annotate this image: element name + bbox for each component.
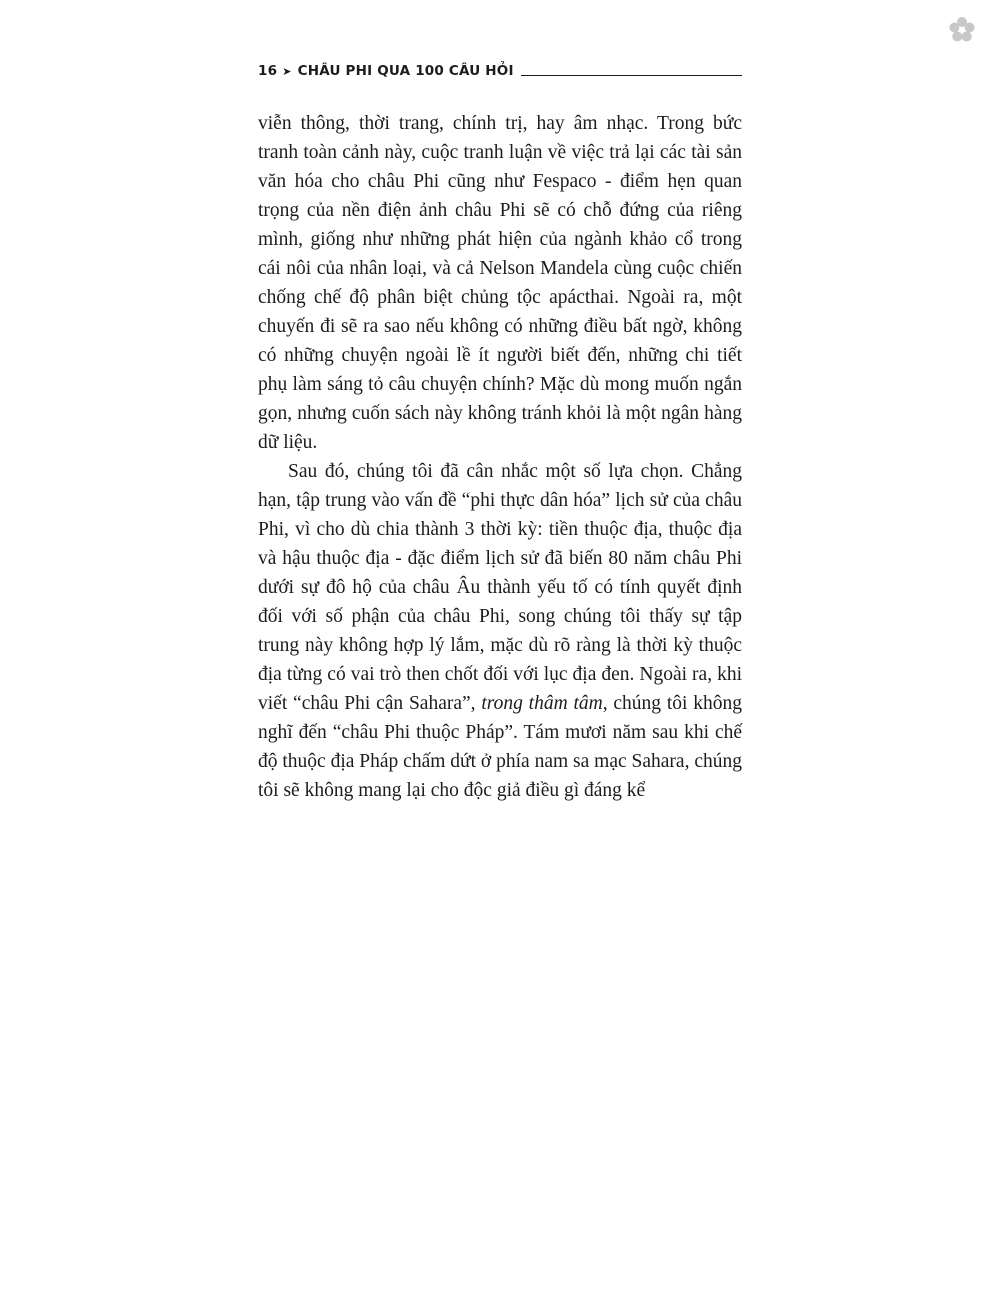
paragraph xyxy=(258,457,742,805)
running-title: CHÂU PHI QUA 100 CÂU HỎI xyxy=(297,63,514,79)
page-number: 16 xyxy=(258,63,278,79)
body-text xyxy=(258,109,742,805)
italic-phrase: trong thâm tâm xyxy=(481,693,603,714)
paragraph-text: Sau đó, chúng tôi đã cân nhắc một số lựa chọn. Chẳng hạn, tập trung vào vấn đề “phi thực dân hóa” lịch sử của châu Phi, vì cho dù chia thành 3 thời kỳ: tiền thuộc địa, thuộc địa và hậu thuộc địa - đặc điểm lịch sử đã biến 80 năm châu Phi dưới sự đô hộ của châu Âu thành yếu tố có tính quyết định đối với số phận của châu Phi, song chúng tôi thấy sự tập trung này không hợp lý lắm, mặc dù rõ ràng là thời kỳ thuộc địa từng có vai trò then chốt đối với lục địa đen. Ngoài ra, khi viết “châu Phi cận Sahara”, xyxy=(258,461,742,714)
arrow-right-icon: ➤ xyxy=(282,64,292,78)
paragraph-text: , chúng tôi không nghĩ đến “châu Phi thuộc Pháp”. Tám mươi năm sau khi chế độ thuộc địa Pháp chấm dứt ở phía nam sa mạc Sahara, chúng tôi sẽ không mang lại cho độc giả điều gì đáng kể xyxy=(258,693,742,801)
header-rule xyxy=(521,75,742,76)
paragraph: viễn thông, thời trang, chính trị, hay âm nhạc. Trong bức tranh toàn cảnh này, cuộc tranh luận về việc trả lại các tài sản văn hóa cho châu Phi cũng như Fespaco - điểm hẹn quan trọng của nền điện ảnh châu Phi sẽ có chỗ đứng của riêng mình, giống như những phát hiện của ngành khảo cổ trong cái nôi của nhân loại, và cả Nelson Mandela cùng cuộc chiến chống chế độ phân biệt chủng tộc apácthai. Ngoài ra, một chuyến đi sẽ ra sao nếu không có những điều bất ngờ, không có những chuyện ngoài lề ít người biết đến, những chi tiết phụ làm sáng tỏ câu chuyện chính? Mặc dù mong muốn ngắn gọn, nhưng cuốn sách này không tránh khỏi là một ngân hàng dữ liệu. xyxy=(258,113,742,453)
flower-ornament-icon xyxy=(946,14,978,46)
running-header xyxy=(258,60,742,82)
